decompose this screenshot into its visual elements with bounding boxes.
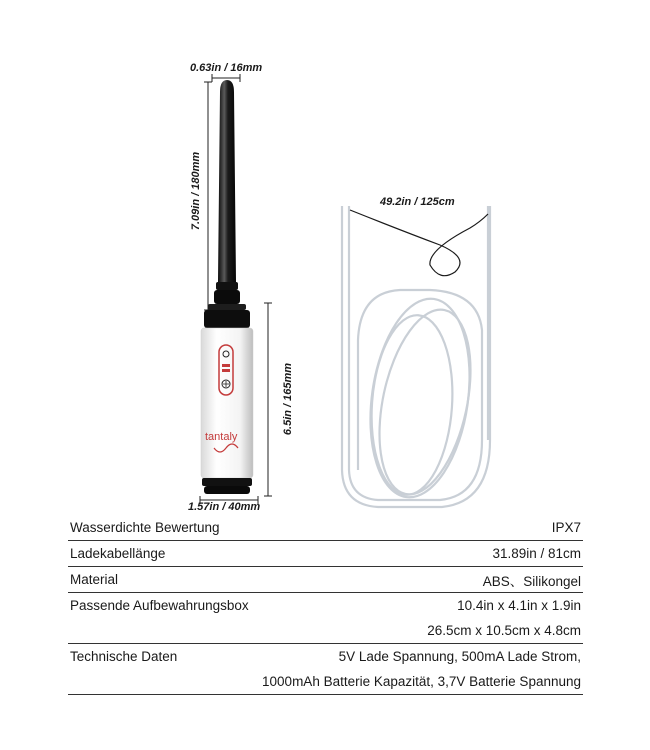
- base-width-label: 1.57in / 40mm: [188, 501, 261, 513]
- tip-width-label: 0.63in / 16mm: [190, 62, 263, 74]
- spec-row-storage-box: [68, 593, 583, 644]
- spec-label: Technische Daten: [70, 649, 178, 664]
- spec-value: 1000mAh Batterie Kapazität, 3,7V Batterie Spannung: [262, 674, 581, 689]
- spec-value: 5V Lade Spannung, 500mA Lade Strom,: [338, 649, 581, 664]
- spec-label: Ladekabellänge: [70, 546, 166, 561]
- spec-value: 26.5cm x 10.5cm x 4.8cm: [427, 623, 581, 638]
- spec-value: IPX7: [551, 520, 581, 535]
- spec-value: 31.89in / 81cm: [492, 546, 581, 561]
- spec-row-technical-data: [68, 644, 583, 695]
- spec-value: 10.4in x 4.1in x 1.9in: [457, 598, 581, 613]
- brand-logo: tantaly: [205, 431, 238, 443]
- spec-label: Material: [70, 572, 119, 587]
- spec-row-material: [68, 567, 583, 593]
- charging-cable-illustration: [342, 206, 490, 507]
- specifications-table: [68, 515, 583, 695]
- cable-length-dimension: [350, 210, 488, 276]
- spec-row-cable-length: [68, 541, 583, 567]
- handle-length-dimension: [264, 303, 272, 496]
- spec-value: ABS、Silikongel: [482, 573, 581, 589]
- body-length-label: 7.09in / 180mm: [190, 151, 202, 231]
- handle-length-label: 6.5in / 165mm: [282, 362, 294, 436]
- spec-label: Passende Aufbewahrungsbox: [70, 598, 249, 613]
- cable-length-label: 49.2in / 125cm: [380, 196, 455, 208]
- spec-label: Wasserdichte Bewertung: [70, 520, 220, 535]
- body-length-dimension: [204, 82, 212, 310]
- spec-row-waterproof: [68, 515, 583, 541]
